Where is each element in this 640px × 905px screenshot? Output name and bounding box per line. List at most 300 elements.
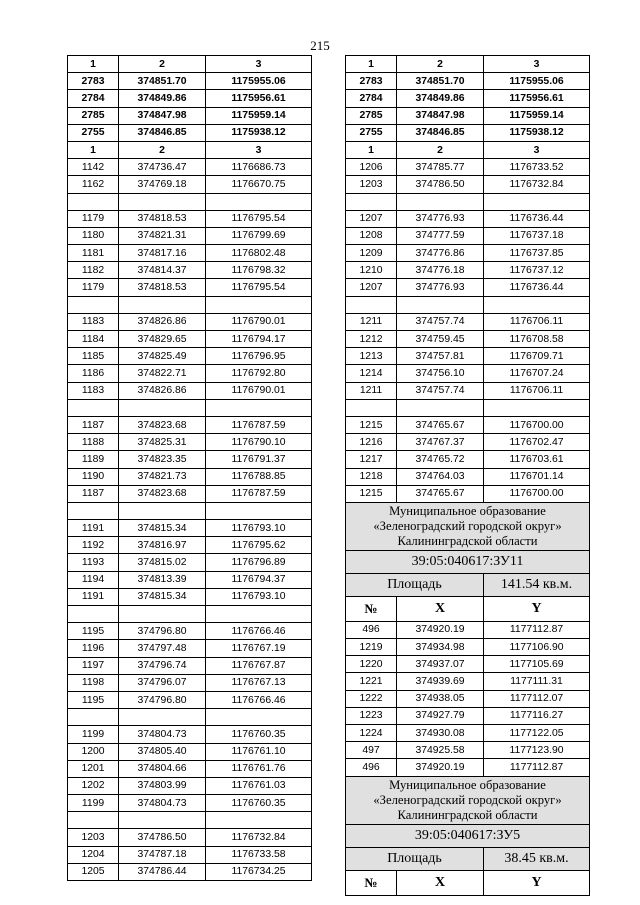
point-number-cell: 496 (346, 621, 397, 638)
table-row (346, 227, 590, 244)
column-header-cell: 2 (397, 56, 484, 73)
y-coordinate-cell (484, 296, 590, 313)
x-coordinate-cell (119, 193, 206, 210)
x-coordinate-cell: 374849.86 (119, 90, 206, 107)
table-row (68, 245, 312, 262)
area-row (346, 847, 590, 870)
table-row (68, 760, 312, 777)
cadastral-number-cell: 39:05:040617:ЗУ11 (346, 550, 590, 573)
table-row (346, 193, 590, 210)
table-row (68, 623, 312, 640)
cadastral-number-cell: 39:05:040617:ЗУ5 (346, 824, 590, 847)
point-number-cell: 1223 (346, 707, 397, 724)
table-row (68, 554, 312, 571)
point-number-cell: 1192 (68, 537, 119, 554)
column-header-cell: 1 (346, 141, 397, 158)
x-coordinate-cell (397, 399, 484, 416)
x-coordinate-cell: 374757.74 (397, 382, 484, 399)
column-header-cell: X (397, 596, 484, 621)
point-number-cell: 1181 (68, 245, 119, 262)
table-row (346, 485, 590, 502)
x-coordinate-cell: 374849.86 (397, 90, 484, 107)
y-coordinate-cell: 1176794.17 (206, 331, 312, 348)
table-row (346, 621, 590, 638)
x-coordinate-cell: 374821.31 (119, 227, 206, 244)
table-row (68, 399, 312, 416)
table-row (68, 657, 312, 674)
y-coordinate-cell: 1176737.12 (484, 262, 590, 279)
x-coordinate-cell: 374765.72 (397, 451, 484, 468)
table-row (68, 502, 312, 519)
x-coordinate-cell: 374823.68 (119, 485, 206, 502)
y-coordinate-cell: 1175956.61 (206, 90, 312, 107)
x-coordinate-cell: 374769.18 (119, 176, 206, 193)
x-coordinate-cell: 374818.53 (119, 210, 206, 227)
x-coordinate-cell: 374939.69 (397, 673, 484, 690)
x-coordinate-cell: 374920.19 (397, 621, 484, 638)
table-row (346, 468, 590, 485)
y-coordinate-cell: 1176787.59 (206, 416, 312, 433)
municipality-line: Калининградской области (397, 807, 538, 822)
cadastral-number-row (346, 550, 590, 573)
point-number-cell (68, 399, 119, 416)
point-number-cell (68, 709, 119, 726)
y-coordinate-cell: 1176795.62 (206, 537, 312, 554)
y-coordinate-cell: 1176737.18 (484, 227, 590, 244)
table-row (68, 227, 312, 244)
area-row (346, 573, 590, 596)
x-coordinate-cell: 374776.18 (397, 262, 484, 279)
point-number-cell: 1162 (68, 176, 119, 193)
x-coordinate-cell: 374803.99 (119, 777, 206, 794)
y-coordinate-cell: 1176790.01 (206, 382, 312, 399)
x-coordinate-cell: 374804.73 (119, 795, 206, 812)
column-header-cell: № (346, 596, 397, 621)
x-coordinate-cell (397, 193, 484, 210)
area-value-cell: 38.45 кв.м. (484, 847, 590, 870)
y-coordinate-cell: 1176733.52 (484, 159, 590, 176)
point-number-cell: 1191 (68, 588, 119, 605)
point-number-cell (346, 193, 397, 210)
x-coordinate-cell: 374813.39 (119, 571, 206, 588)
x-coordinate-cell: 374767.37 (397, 434, 484, 451)
table-row (68, 107, 312, 124)
x-coordinate-cell: 374736.47 (119, 159, 206, 176)
x-coordinate-cell: 374804.73 (119, 726, 206, 743)
table-row (346, 707, 590, 724)
x-coordinate-cell (119, 502, 206, 519)
point-number-cell: 1180 (68, 227, 119, 244)
page-number: 215 (310, 38, 330, 53)
municipality-line: Муниципальное образование (389, 503, 546, 518)
column-header-row (346, 141, 590, 158)
x-coordinate-cell: 374846.85 (119, 124, 206, 141)
point-number-cell: 1188 (68, 434, 119, 451)
column-header-cell: 3 (206, 141, 312, 158)
table-row (68, 520, 312, 537)
table-row (68, 90, 312, 107)
y-coordinate-cell: 1176703.61 (484, 451, 590, 468)
x-coordinate-cell: 374938.05 (397, 690, 484, 707)
table-row (68, 193, 312, 210)
y-coordinate-cell: 1176706.11 (484, 382, 590, 399)
table-row (68, 365, 312, 382)
table-row (68, 262, 312, 279)
table-row (68, 348, 312, 365)
table-row (68, 434, 312, 451)
point-number-cell: 2783 (346, 73, 397, 90)
table-row (346, 176, 590, 193)
y-coordinate-cell: 1175956.61 (484, 90, 590, 107)
x-coordinate-cell (119, 399, 206, 416)
cadastral-number-row (346, 824, 590, 847)
y-coordinate-cell: 1177123.90 (484, 742, 590, 759)
point-number-cell: 1183 (68, 382, 119, 399)
x-coordinate-cell: 374776.86 (397, 245, 484, 262)
table-row (346, 210, 590, 227)
x-coordinate-cell: 374796.07 (119, 674, 206, 691)
point-number-cell: 1206 (346, 159, 397, 176)
column-header-cell: Y (484, 870, 590, 895)
table-row (68, 863, 312, 880)
table-row (68, 846, 312, 863)
x-coordinate-cell: 374815.34 (119, 520, 206, 537)
y-coordinate-cell: 1176701.14 (484, 468, 590, 485)
point-number-cell (346, 296, 397, 313)
y-coordinate-cell: 1176802.48 (206, 245, 312, 262)
y-coordinate-cell: 1177112.07 (484, 690, 590, 707)
point-number-cell: 1195 (68, 691, 119, 708)
y-coordinate-cell: 1176794.37 (206, 571, 312, 588)
x-coordinate-cell: 374786.50 (119, 829, 206, 846)
table-row (68, 331, 312, 348)
y-coordinate-cell: 1176761.10 (206, 743, 312, 760)
point-number-cell: 1187 (68, 416, 119, 433)
point-number-cell: 1198 (68, 674, 119, 691)
table-row (68, 468, 312, 485)
point-number-cell: 1203 (346, 176, 397, 193)
y-coordinate-cell: 1176737.85 (484, 245, 590, 262)
table-row (346, 107, 590, 124)
point-number-cell (346, 399, 397, 416)
x-coordinate-cell (119, 606, 206, 623)
y-coordinate-cell: 1176709.71 (484, 348, 590, 365)
y-coordinate-cell: 1176706.11 (484, 313, 590, 330)
y-coordinate-cell (206, 399, 312, 416)
point-number-cell: 1212 (346, 331, 397, 348)
point-number-cell: 1205 (68, 863, 119, 880)
table-row (346, 451, 590, 468)
y-coordinate-cell: 1176707.24 (484, 365, 590, 382)
x-coordinate-cell (119, 812, 206, 829)
x-coordinate-cell: 374786.50 (397, 176, 484, 193)
table-row (346, 245, 590, 262)
table-row (68, 709, 312, 726)
y-coordinate-cell: 1176798.32 (206, 262, 312, 279)
y-coordinate-cell: 1176760.35 (206, 726, 312, 743)
point-number-cell: 1201 (68, 760, 119, 777)
point-number-cell: 1217 (346, 451, 397, 468)
point-number-cell: 1179 (68, 210, 119, 227)
point-number-cell (68, 193, 119, 210)
area-label-cell: Площадь (346, 847, 484, 870)
y-coordinate-cell: 1176795.54 (206, 210, 312, 227)
x-coordinate-cell: 374847.98 (397, 107, 484, 124)
x-coordinate-cell: 374796.74 (119, 657, 206, 674)
y-coordinate-cell: 1177112.87 (484, 759, 590, 776)
point-number-cell: 496 (346, 759, 397, 776)
table-row (346, 313, 590, 330)
column-header-row (68, 56, 312, 73)
x-coordinate-cell: 374846.85 (397, 124, 484, 141)
y-coordinate-cell (484, 399, 590, 416)
y-coordinate-cell: 1175955.06 (484, 73, 590, 90)
x-coordinate-cell: 374925.58 (397, 742, 484, 759)
column-header-cell: 3 (484, 56, 590, 73)
column-header-cell: 2 (397, 141, 484, 158)
x-coordinate-cell: 374818.53 (119, 279, 206, 296)
x-coordinate-cell: 374825.49 (119, 348, 206, 365)
y-coordinate-cell: 1176734.25 (206, 863, 312, 880)
x-coordinate-cell: 374920.19 (397, 759, 484, 776)
table-row (346, 434, 590, 451)
x-coordinate-cell: 374756.10 (397, 365, 484, 382)
x-coordinate-cell: 374817.16 (119, 245, 206, 262)
column-header-cell: 3 (484, 141, 590, 158)
point-number-cell: 1215 (346, 416, 397, 433)
y-coordinate-cell: 1176766.46 (206, 623, 312, 640)
x-coordinate-cell: 374823.35 (119, 451, 206, 468)
x-coordinate-cell (397, 296, 484, 313)
point-number-cell: 1214 (346, 365, 397, 382)
x-coordinate-cell (119, 709, 206, 726)
x-coordinate-cell: 374765.67 (397, 416, 484, 433)
point-number-cell: 1200 (68, 743, 119, 760)
table-row (68, 382, 312, 399)
municipality-cell (346, 502, 590, 550)
column-header-cell: 2 (119, 56, 206, 73)
municipality-cell (346, 776, 590, 824)
x-coordinate-cell: 374815.34 (119, 588, 206, 605)
y-coordinate-cell: 1176761.76 (206, 760, 312, 777)
table-row (68, 279, 312, 296)
point-number-cell: 1208 (346, 227, 397, 244)
point-number-cell: 1211 (346, 382, 397, 399)
table-row (68, 451, 312, 468)
x-coordinate-cell: 374934.98 (397, 639, 484, 656)
table-row (346, 159, 590, 176)
table-row (68, 313, 312, 330)
y-coordinate-cell (206, 193, 312, 210)
point-number-cell: 1207 (346, 279, 397, 296)
y-coordinate-cell: 1176700.00 (484, 485, 590, 502)
municipality-row (346, 776, 590, 824)
y-coordinate-cell (206, 606, 312, 623)
y-coordinate-cell: 1176760.35 (206, 795, 312, 812)
y-coordinate-cell: 1176761.03 (206, 777, 312, 794)
coordinate-header-row (346, 596, 590, 621)
y-coordinate-cell: 1176736.44 (484, 279, 590, 296)
y-coordinate-cell: 1176766.46 (206, 691, 312, 708)
point-number-cell: 1184 (68, 331, 119, 348)
point-number-cell: 1216 (346, 434, 397, 451)
y-coordinate-cell: 1176799.69 (206, 227, 312, 244)
point-number-cell: 1196 (68, 640, 119, 657)
x-coordinate-cell: 374821.73 (119, 468, 206, 485)
y-coordinate-cell: 1176700.00 (484, 416, 590, 433)
x-coordinate-cell: 374805.40 (119, 743, 206, 760)
point-number-cell: 1220 (346, 656, 397, 673)
x-coordinate-cell: 374815.02 (119, 554, 206, 571)
y-coordinate-cell: 1175938.12 (206, 124, 312, 141)
table-row (68, 606, 312, 623)
point-number-cell (68, 812, 119, 829)
table-row (68, 73, 312, 90)
point-number-cell: 1224 (346, 725, 397, 742)
y-coordinate-cell (206, 502, 312, 519)
x-coordinate-cell: 374816.97 (119, 537, 206, 554)
table-row (68, 812, 312, 829)
y-coordinate-cell: 1176767.13 (206, 674, 312, 691)
point-number-cell: 1142 (68, 159, 119, 176)
table-row (68, 777, 312, 794)
column-header-cell: № (346, 870, 397, 895)
table-row (68, 485, 312, 502)
municipality-row (346, 502, 590, 550)
right-coordinates-table (345, 55, 590, 896)
point-number-cell: 1219 (346, 639, 397, 656)
table-row (68, 743, 312, 760)
y-coordinate-cell: 1176686.73 (206, 159, 312, 176)
left-coordinates-table (67, 55, 312, 881)
point-number-cell: 2784 (68, 90, 119, 107)
point-number-cell: 1187 (68, 485, 119, 502)
table-row (68, 176, 312, 193)
point-number-cell: 1222 (346, 690, 397, 707)
x-coordinate-cell: 374814.37 (119, 262, 206, 279)
y-coordinate-cell: 1176733.58 (206, 846, 312, 863)
table-row (346, 124, 590, 141)
table-row (346, 639, 590, 656)
x-coordinate-cell: 374937.07 (397, 656, 484, 673)
table-row (68, 571, 312, 588)
table-row (346, 725, 590, 742)
table-row (346, 348, 590, 365)
y-coordinate-cell: 1177112.87 (484, 621, 590, 638)
area-value-cell: 141.54 кв.м. (484, 573, 590, 596)
table-row (346, 656, 590, 673)
table-row (346, 690, 590, 707)
column-header-row (346, 56, 590, 73)
y-coordinate-cell: 1175959.14 (206, 107, 312, 124)
point-number-cell: 1197 (68, 657, 119, 674)
point-number-cell: 1210 (346, 262, 397, 279)
y-coordinate-cell (206, 296, 312, 313)
table-row (346, 279, 590, 296)
point-number-cell: 1199 (68, 795, 119, 812)
point-number-cell: 1193 (68, 554, 119, 571)
y-coordinate-cell: 1176790.10 (206, 434, 312, 451)
y-coordinate-cell: 1176796.95 (206, 348, 312, 365)
x-coordinate-cell: 374776.93 (397, 279, 484, 296)
x-coordinate-cell: 374797.48 (119, 640, 206, 657)
point-number-cell: 1195 (68, 623, 119, 640)
x-coordinate-cell (119, 296, 206, 313)
point-number-cell: 1190 (68, 468, 119, 485)
point-number-cell: 1203 (68, 829, 119, 846)
x-coordinate-cell: 374927.79 (397, 707, 484, 724)
y-coordinate-cell (206, 812, 312, 829)
y-coordinate-cell: 1176795.54 (206, 279, 312, 296)
point-number-cell: 2783 (68, 73, 119, 90)
x-coordinate-cell: 374847.98 (119, 107, 206, 124)
x-coordinate-cell: 374776.93 (397, 210, 484, 227)
table-row (68, 726, 312, 743)
point-number-cell (68, 502, 119, 519)
y-coordinate-cell: 1175938.12 (484, 124, 590, 141)
x-coordinate-cell: 374796.80 (119, 691, 206, 708)
point-number-cell: 2755 (68, 124, 119, 141)
point-number-cell: 1186 (68, 365, 119, 382)
table-row (68, 159, 312, 176)
table-row (68, 210, 312, 227)
x-coordinate-cell: 374787.18 (119, 846, 206, 863)
y-coordinate-cell: 1177122.05 (484, 725, 590, 742)
column-header-cell: 1 (68, 141, 119, 158)
y-coordinate-cell: 1176790.01 (206, 313, 312, 330)
y-coordinate-cell (484, 193, 590, 210)
table-row (346, 759, 590, 776)
x-coordinate-cell: 374851.70 (397, 73, 484, 90)
point-number-cell: 1207 (346, 210, 397, 227)
table-row (68, 416, 312, 433)
y-coordinate-cell (206, 709, 312, 726)
x-coordinate-cell: 374757.81 (397, 348, 484, 365)
y-coordinate-cell: 1176796.89 (206, 554, 312, 571)
coordinate-header-row (346, 870, 590, 895)
x-coordinate-cell: 374796.80 (119, 623, 206, 640)
municipality-line: «Зеленоградский городской округ» (373, 792, 562, 807)
point-number-cell (68, 296, 119, 313)
table-row (346, 90, 590, 107)
point-number-cell: 1204 (68, 846, 119, 863)
point-number-cell: 1199 (68, 726, 119, 743)
point-number-cell: 1218 (346, 468, 397, 485)
column-header-cell: 3 (206, 56, 312, 73)
x-coordinate-cell: 374829.65 (119, 331, 206, 348)
x-coordinate-cell: 374764.03 (397, 468, 484, 485)
area-label-cell: Площадь (346, 573, 484, 596)
table-row (68, 296, 312, 313)
column-header-cell: Y (484, 596, 590, 621)
y-coordinate-cell: 1176708.58 (484, 331, 590, 348)
point-number-cell: 2785 (346, 107, 397, 124)
point-number-cell: 1202 (68, 777, 119, 794)
x-coordinate-cell: 374826.86 (119, 313, 206, 330)
municipality-line: Калининградской области (397, 533, 538, 548)
point-number-cell: 1185 (68, 348, 119, 365)
point-number-cell: 1182 (68, 262, 119, 279)
y-coordinate-cell: 1176670.75 (206, 176, 312, 193)
y-coordinate-cell: 1176793.10 (206, 520, 312, 537)
x-coordinate-cell: 374825.31 (119, 434, 206, 451)
point-number-cell: 1179 (68, 279, 119, 296)
y-coordinate-cell: 1176792.80 (206, 365, 312, 382)
x-coordinate-cell: 374759.45 (397, 331, 484, 348)
point-number-cell: 1215 (346, 485, 397, 502)
table-row (346, 399, 590, 416)
x-coordinate-cell: 374765.67 (397, 485, 484, 502)
